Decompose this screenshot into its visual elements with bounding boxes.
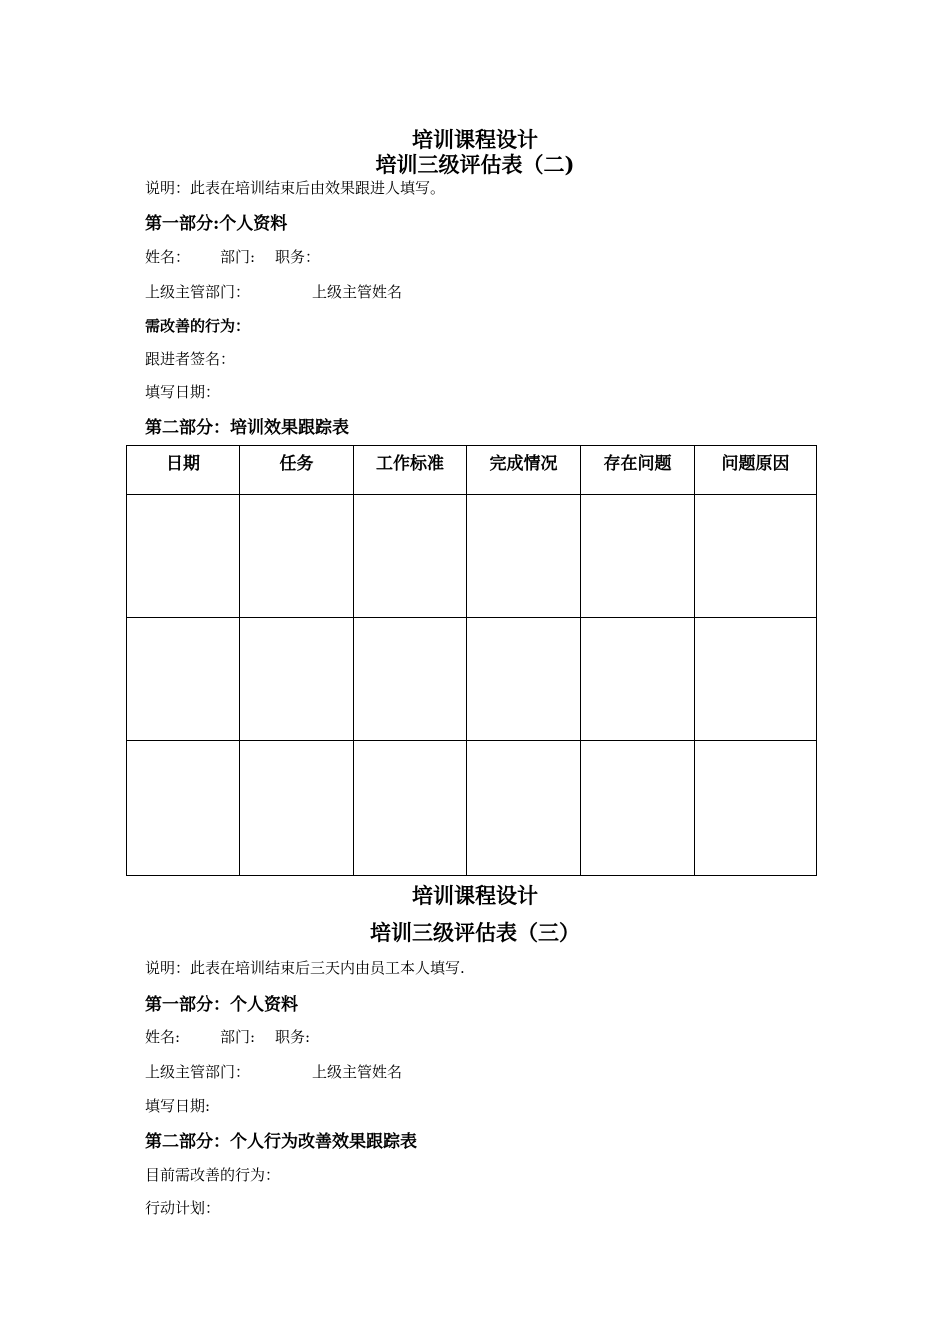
fill-date-label-2: 填写日期: [145, 1097, 211, 1115]
follower-sign-label: 跟进者签名： [145, 350, 236, 368]
table-cell[interactable] [581, 618, 695, 741]
part1-heading: 第一部分:个人资料 [145, 214, 288, 234]
fill-date-label: 填写日期： [145, 383, 221, 401]
table-row [127, 618, 817, 741]
position-label-2: 职务: [275, 1028, 311, 1046]
supervisor-name-label: 上级主管姓名 [312, 283, 403, 301]
table-cell[interactable] [467, 618, 581, 741]
table-cell[interactable] [581, 495, 695, 618]
table-cell[interactable] [581, 741, 695, 876]
part1-heading-2: 第一部分：个人资料 [145, 995, 298, 1015]
name-label-2: 姓名: [145, 1028, 181, 1046]
dept-label: 部门: [220, 248, 256, 266]
table-row [127, 741, 817, 876]
header-date: 日期 [127, 446, 240, 495]
tracking-table [126, 445, 817, 876]
dept-label-2: 部门: [220, 1028, 256, 1046]
course-title-2: 培训课程设计 [412, 883, 538, 908]
course-title: 培训课程设计 [412, 127, 538, 152]
header-completion: 完成情况 [467, 446, 581, 495]
table-cell[interactable] [240, 618, 354, 741]
supervisor-dept-label: 上级主管部门： [145, 283, 251, 301]
table-cell[interactable] [354, 495, 467, 618]
table-cell[interactable] [127, 618, 240, 741]
table-cell[interactable] [354, 618, 467, 741]
table-row [127, 495, 817, 618]
part2-heading: 第二部分：培训效果跟踪表 [145, 418, 349, 438]
table-cell[interactable] [127, 495, 240, 618]
table-cell[interactable] [240, 741, 354, 876]
part2-heading-2: 第二部分：个人行为改善效果跟踪表 [145, 1132, 417, 1152]
table-cell[interactable] [695, 495, 817, 618]
name-label: 姓名： [145, 248, 191, 266]
table-header-row [127, 446, 817, 495]
table-cell[interactable] [467, 495, 581, 618]
current-behavior-label: 目前需改善的行为： [145, 1166, 281, 1184]
table-cell[interactable] [695, 741, 817, 876]
action-plan-label: 行动计划： [145, 1199, 221, 1217]
position-label: 职务： [275, 248, 321, 266]
supervisor-name-label-2: 上级主管姓名 [312, 1063, 403, 1081]
table-cell[interactable] [467, 741, 581, 876]
table-cell[interactable] [354, 741, 467, 876]
table-cell[interactable] [695, 618, 817, 741]
form-title-2: 培训三级评估表（三） [370, 920, 580, 945]
form-note: 说明：此表在培训结束后由效果跟进人填写。 [145, 179, 446, 197]
header-work-standard: 工作标准 [354, 446, 467, 495]
supervisor-dept-label-2: 上级主管部门： [145, 1063, 251, 1081]
table-cell[interactable] [127, 741, 240, 876]
header-problems: 存在问题 [581, 446, 695, 495]
table-cell[interactable] [240, 495, 354, 618]
header-causes: 问题原因 [695, 446, 817, 495]
form-note-2: 说明：此表在培训结束后三天内由员工本人填写. [145, 959, 465, 977]
behavior-label: 需改善的行为： [145, 317, 251, 335]
form-title: 培训三级评估表（二) [375, 152, 575, 177]
header-task: 任务 [240, 446, 354, 495]
